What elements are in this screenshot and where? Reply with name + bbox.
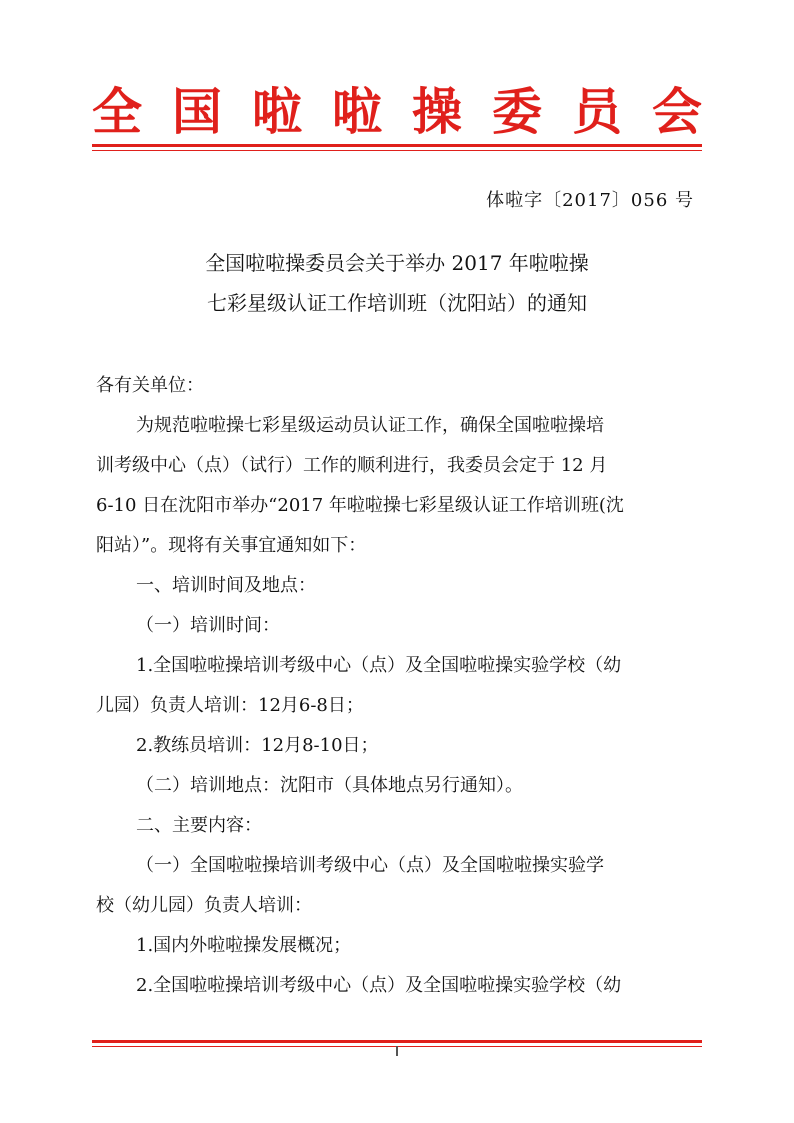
section-heading: 二、主要内容： (136, 815, 262, 836)
subsection-heading: （二）培训地点：沈阳市（具体地点另行通知）。 (136, 775, 523, 796)
paragraph-line: 为规范啦啦操七彩星级运动员认证工作，确保全国啦啦操培 (136, 415, 604, 436)
notice-body (96, 366, 700, 1006)
notice-title-line-1: 全国啦啦操委员会关于举办 2017 年啦啦操 (205, 251, 589, 275)
masthead-char: 全 (92, 82, 142, 141)
subsection-continuation: 校（幼儿园）负责人培训： (96, 895, 312, 916)
issuer-masthead (92, 82, 702, 142)
masthead-char: 啦 (332, 82, 382, 141)
masthead-char: 啦 (252, 82, 302, 141)
subsection-heading: （一）培训时间： (136, 615, 280, 636)
notice-title-line-2: 七彩星级认证工作培训班（沈阳站）的通知 (207, 291, 587, 315)
masthead-char: 操 (412, 82, 462, 141)
list-item-continuation: 儿园）负责人培训：12月6-8日； (96, 695, 364, 716)
header-rule-thin (92, 150, 702, 151)
masthead-char: 会 (652, 82, 702, 141)
section-heading: 一、培训时间及地点： (136, 575, 316, 596)
header-rule-thick (92, 144, 702, 147)
paragraph-line: 阳站）”。现将有关事宜通知如下： (96, 535, 367, 556)
paragraph-line: 训考级中心（点）（试行）工作的顺利进行，我委员会定于 12 月 (96, 455, 608, 476)
masthead-char: 委 (492, 82, 542, 141)
footer-rule-thick (92, 1040, 702, 1043)
page-marker (396, 1046, 398, 1056)
masthead-char: 国 (172, 82, 222, 141)
salutation: 各有关单位： (96, 375, 204, 396)
list-item: 1.国内外啦啦操发展概况； (136, 935, 352, 956)
document-number: 体啦字〔2017〕056 号 (486, 190, 694, 211)
masthead-char: 员 (572, 82, 622, 141)
list-item: 2.教练员培训：12月8-10日； (136, 735, 379, 756)
list-item: 1.全国啦啦操培训考级中心（点）及全国啦啦操实验学校（幼 (136, 655, 622, 676)
list-item: 2.全国啦啦操培训考级中心（点）及全国啦啦操实验学校（幼 (136, 975, 622, 996)
paragraph-line: 6-10 日在沈阳市举办“2017 年啦啦操七彩星级认证工作培训班(沈 (96, 495, 624, 516)
subsection-heading: （一）全国啦啦操培训考级中心（点）及全国啦啦操实验学 (136, 855, 604, 876)
